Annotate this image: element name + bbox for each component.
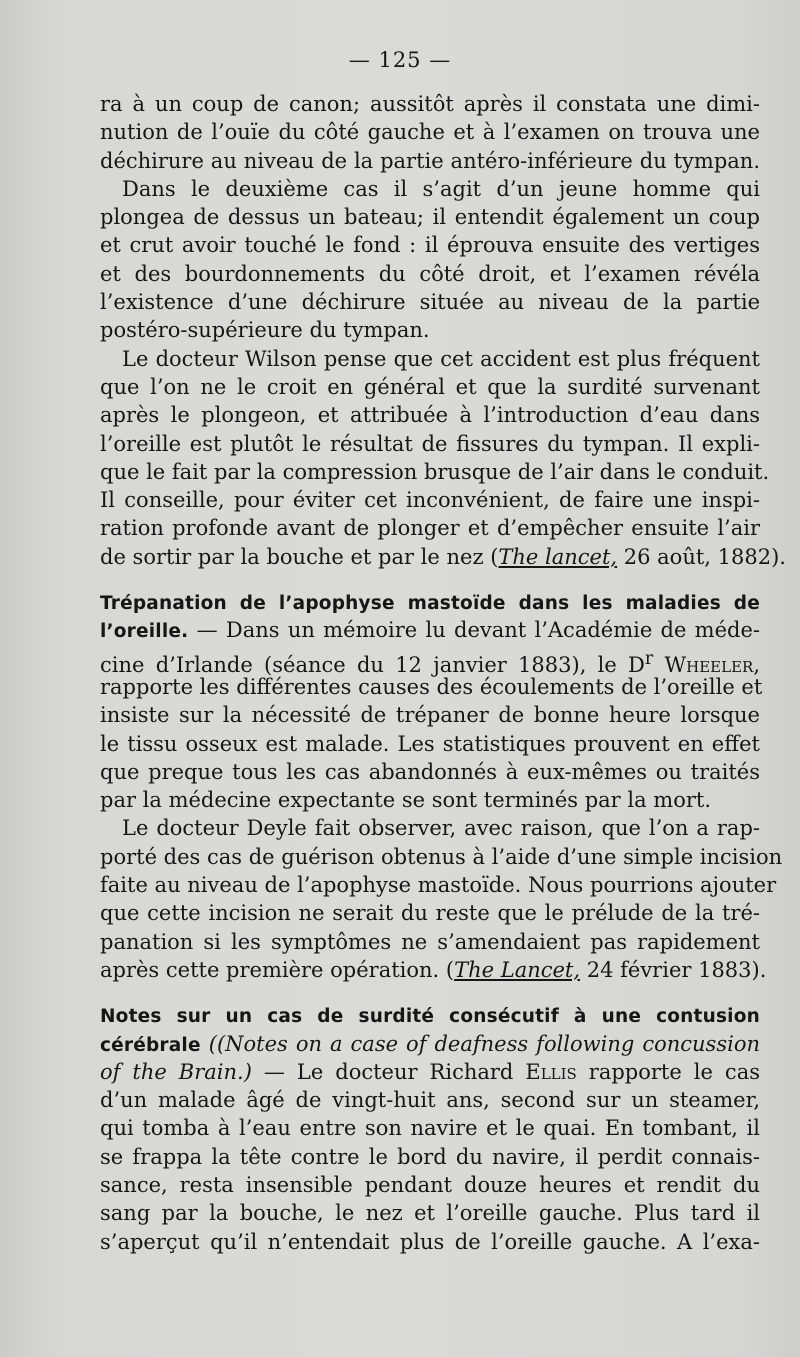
section-gap <box>100 571 760 588</box>
text-line: que cette incision ne serait du reste que le prélude de la tré- <box>100 901 760 926</box>
section-heading: Notes sur un cas de surdité consécutif à une contusion <box>100 1006 760 1028</box>
superscript: r <box>644 648 654 669</box>
text-line: Le docteur Wilson pense que cet accident est plus fréquent <box>122 346 760 371</box>
section-heading: l’oreille. <box>100 621 189 643</box>
text-line: l’oreille est plutôt le résultat de fissures du tympan. Il expli- <box>100 431 760 456</box>
text-line <box>100 645 760 677</box>
text-line <box>100 543 786 571</box>
page-body <box>100 90 786 1256</box>
text-line: l’existence d’une déchirure située au niveau de la partie <box>100 290 760 315</box>
text-line: qui tomba à l’eau entre son navire et le quai. En tombant, il <box>100 1116 760 1141</box>
page-number: — 125 — <box>348 48 452 72</box>
text-line: panation si les symptômes ne s’amendaient pas rapidement <box>100 929 760 954</box>
text-line: déchirure au niveau de la partie antéro-inférieure du tympan. <box>100 148 760 173</box>
text-line <box>100 956 767 984</box>
text-line: après le plongeon, et attribuée à l’introduction d’eau dans <box>100 403 760 428</box>
section-heading-line <box>100 1001 760 1029</box>
text-line: le tissu osseux est malade. Les statistiques prouvent en effet <box>100 731 760 756</box>
text-line: s’aperçut qu’il n’entendait plus de l’oreille gauche. A l’exa- <box>100 1229 760 1254</box>
text-run: — Dans un mémoire lu devant l’Académie de méde- <box>188 618 760 643</box>
text-line: que preque tous les cas abandonnés à eux-mêmes ou traités <box>100 759 760 784</box>
text-line: que le fait par la compression brusque de l’air dans le conduit. <box>100 459 770 484</box>
text-line: se frappa la tête contre le bord du navire, il perdit connais- <box>100 1144 760 1169</box>
text-run: cine d’Irlande (séance du 12 janvier 1883), le D <box>100 652 645 677</box>
text-line: plongea de dessus un bateau; il entendit également un coup <box>100 205 760 230</box>
text-line: ra à un coup de canon; aussitôt après il constata une dimi- <box>100 92 760 116</box>
text-line: ration profonde avant de plonger et d’empêcher ensuite l’air <box>100 516 760 541</box>
text-run: rapporte le cas <box>576 1059 760 1084</box>
section-heading-line <box>100 588 760 616</box>
text-line: insiste sur la nécessité de trépaner de bonne heure lorsque <box>100 703 760 728</box>
section-gap <box>100 984 760 1001</box>
text-line: nution de l’ouïe du côté gauche et à l’examen on trouva une <box>100 120 760 145</box>
text-line: Dans le deuxième cas il s’agit d’un jeune homme qui <box>122 176 760 201</box>
text-line: que l’on ne le croit en général et que la surdité survenant <box>100 374 760 399</box>
text-run: — Le docteur Richard <box>251 1059 526 1084</box>
text-line: sang par la bouche, le nez et l’oreille gauche. Plus tard il <box>100 1201 760 1226</box>
text-line: et crut avoir touché le fond : il éprouva ensuite des vertiges <box>100 233 760 258</box>
text-line: rapporte les différentes causes des écoulements de l’oreille et <box>100 674 763 699</box>
text-run: 24 février 1883). <box>580 957 767 982</box>
author-name: Ellis <box>525 1059 577 1084</box>
text-line: par la médecine expectante se sont terminés par la mort. <box>100 788 712 813</box>
text-line <box>100 1058 760 1086</box>
text-line <box>100 616 760 644</box>
text-run: après cette première opération. ( <box>100 957 455 982</box>
text-line: Le docteur Deyle fait observer, avec raison, que l’on a rap- <box>122 816 760 841</box>
author-name: Wheeler, <box>653 652 760 677</box>
text-run: 26 août, 1882). <box>617 544 786 569</box>
section-heading: cérébrale <box>100 1034 201 1056</box>
section-heading: Trépanation de l’apophyse mastoïde dans les maladies de <box>100 593 760 615</box>
english-title: of the Brain.) <box>100 1059 252 1084</box>
text-line: faite au niveau de l’apophyse mastoïde. Nous pourrions ajouter <box>100 873 777 898</box>
english-title: ((Notes on a case of deafness following concussion <box>200 1031 760 1056</box>
text-line: sance, resta insensible pendant douze heures et rendit du <box>100 1172 760 1197</box>
text-run: de sortir par la bouche et par le nez ( <box>100 544 499 569</box>
text-line: postéro-supérieure du tympan. <box>100 318 430 343</box>
text-line <box>100 1030 760 1058</box>
text-line: Il conseille, pour éviter cet inconvénient, de faire une inspi- <box>100 488 760 513</box>
text-line: porté des cas de guérison obtenus à l’aide d’une simple incision <box>100 844 783 869</box>
text-line: d’un malade âgé de vingt-huit ans, second sur un steamer, <box>100 1088 760 1113</box>
journal-citation: The lancet, <box>498 544 618 569</box>
text-line: et des bourdonnements du côté droit, et l’examen révéla <box>100 261 760 286</box>
journal-citation: The Lancet, <box>454 957 581 982</box>
